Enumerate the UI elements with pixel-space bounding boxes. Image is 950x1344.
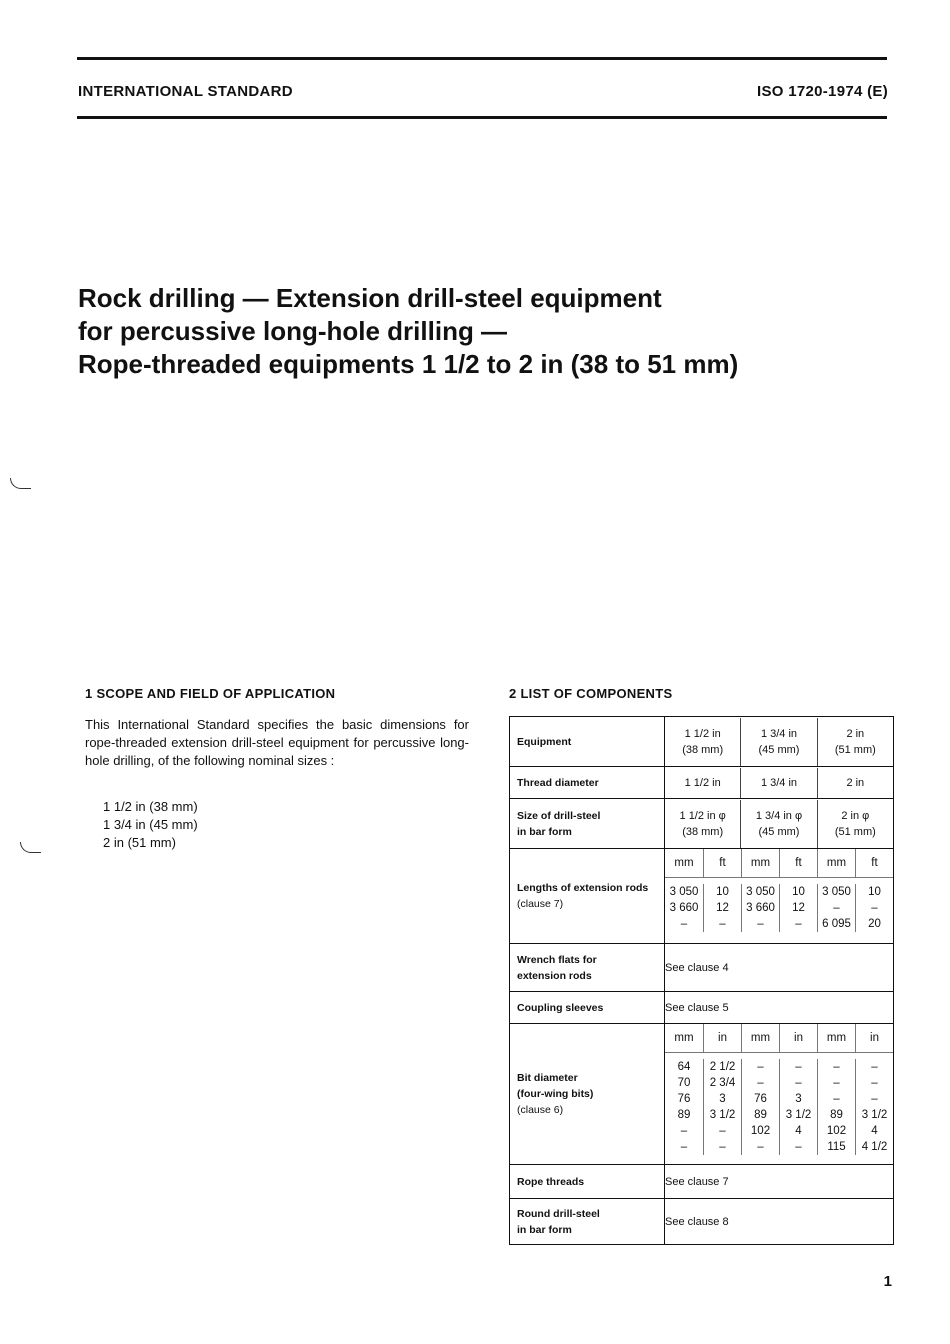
document-type: INTERNATIONAL STANDARD: [78, 83, 293, 100]
nominal-sizes-list: [103, 798, 198, 852]
row-label-wrench-flats: Wrench flats for extension rods: [510, 944, 665, 992]
header-bottom-rule: [77, 116, 887, 119]
table-cell: 1 1/2 in: [684, 776, 721, 789]
table-cell: 2 in: [817, 768, 893, 798]
table-row: [510, 992, 894, 1024]
standard-number: ISO 1720-1974 (E): [756, 83, 888, 100]
list-item: 1 3/4 in (45 mm): [103, 817, 198, 832]
table-cell: 2 in (51 mm): [817, 718, 893, 766]
table-cell: See clause 5: [665, 992, 894, 1024]
values-row: 3 050 3 660 – 10 12 – 3 050 3 660 – 10 12 – 3 050 – 6 095 10 – 20: [665, 878, 893, 936]
table-cell: 1 3/4 in (45 mm): [740, 718, 816, 766]
table-cell: 1 1/2 in φ (38 mm): [679, 809, 726, 838]
table-cell: 1 3/4 in: [740, 768, 816, 798]
row-label-round-drill-steel: Round drill-steel in bar form: [510, 1199, 665, 1245]
row-label-rope-threads: Rope threads: [510, 1165, 665, 1199]
list-item: 1 1/2 in (38 mm): [103, 799, 198, 814]
section-2-heading: 2 LIST OF COMPONENTS: [509, 686, 673, 701]
table-cell: 1 1/2 in (38 mm): [682, 727, 724, 756]
section-1-heading: 1 SCOPE AND FIELD OF APPLICATION: [85, 686, 336, 701]
table-cell: See clause 8: [665, 1199, 894, 1245]
scope-paragraph: This International Standard specifies the basic dimensions for rope-threaded extension drill-steel equipment for percussive long-hole drilling, of the following nominal sizes :: [85, 717, 469, 768]
table-row: [510, 849, 894, 944]
row-label-thread-diameter: Thread diameter: [510, 767, 665, 799]
components-table: [509, 716, 894, 1245]
header-top-rule: [77, 57, 887, 60]
values-row: 64 70 76 89 – – 2 1/2 2 3/4 3 3 1/2 – – – – 76 89 102 – – – 3 3 1/2 4 – – – – 89 102 115 – – – 3 1/2 4 4 1/2: [665, 1053, 893, 1159]
list-item: 2 in (51 mm): [103, 835, 176, 850]
units-row: mm in mm in mm in: [665, 1024, 893, 1053]
table-cell: 2 in φ (51 mm): [817, 800, 893, 848]
table-row: [510, 1199, 894, 1245]
table-row: [510, 944, 894, 992]
title-line-3: Rope-threaded equipments 1 1/2 to 2 in (38 to 51 mm): [78, 349, 739, 379]
document-title: [78, 282, 878, 381]
table-row: [510, 717, 894, 767]
table-row: [510, 799, 894, 849]
title-line-2: for percussive long-hole drilling —: [78, 316, 508, 346]
table-cell: 1 3/4 in φ (45 mm): [740, 800, 816, 848]
table-row: [510, 1024, 894, 1165]
margin-mark: [20, 842, 41, 853]
row-label-coupling-sleeves: Coupling sleeves: [510, 992, 665, 1024]
margin-mark: [10, 478, 31, 489]
row-label-lengths: Lengths of extension rods (clause 7): [510, 849, 665, 944]
table-row: [510, 1165, 894, 1199]
table-cell: See clause 7: [665, 1165, 894, 1199]
row-label-equipment: Equipment: [510, 717, 665, 767]
table-row: [510, 767, 894, 799]
row-label-bit-diameter: Bit diameter (four-wing bits) (clause 6): [510, 1024, 665, 1165]
units-row: mm ft mm ft mm ft: [665, 849, 893, 878]
page-number: 1: [883, 1273, 892, 1290]
title-line-1: Rock drilling — Extension drill-steel equipment: [78, 283, 662, 313]
table-cell: See clause 4: [665, 944, 894, 992]
row-label-size-drill-steel: Size of drill-steel in bar form: [510, 799, 665, 849]
